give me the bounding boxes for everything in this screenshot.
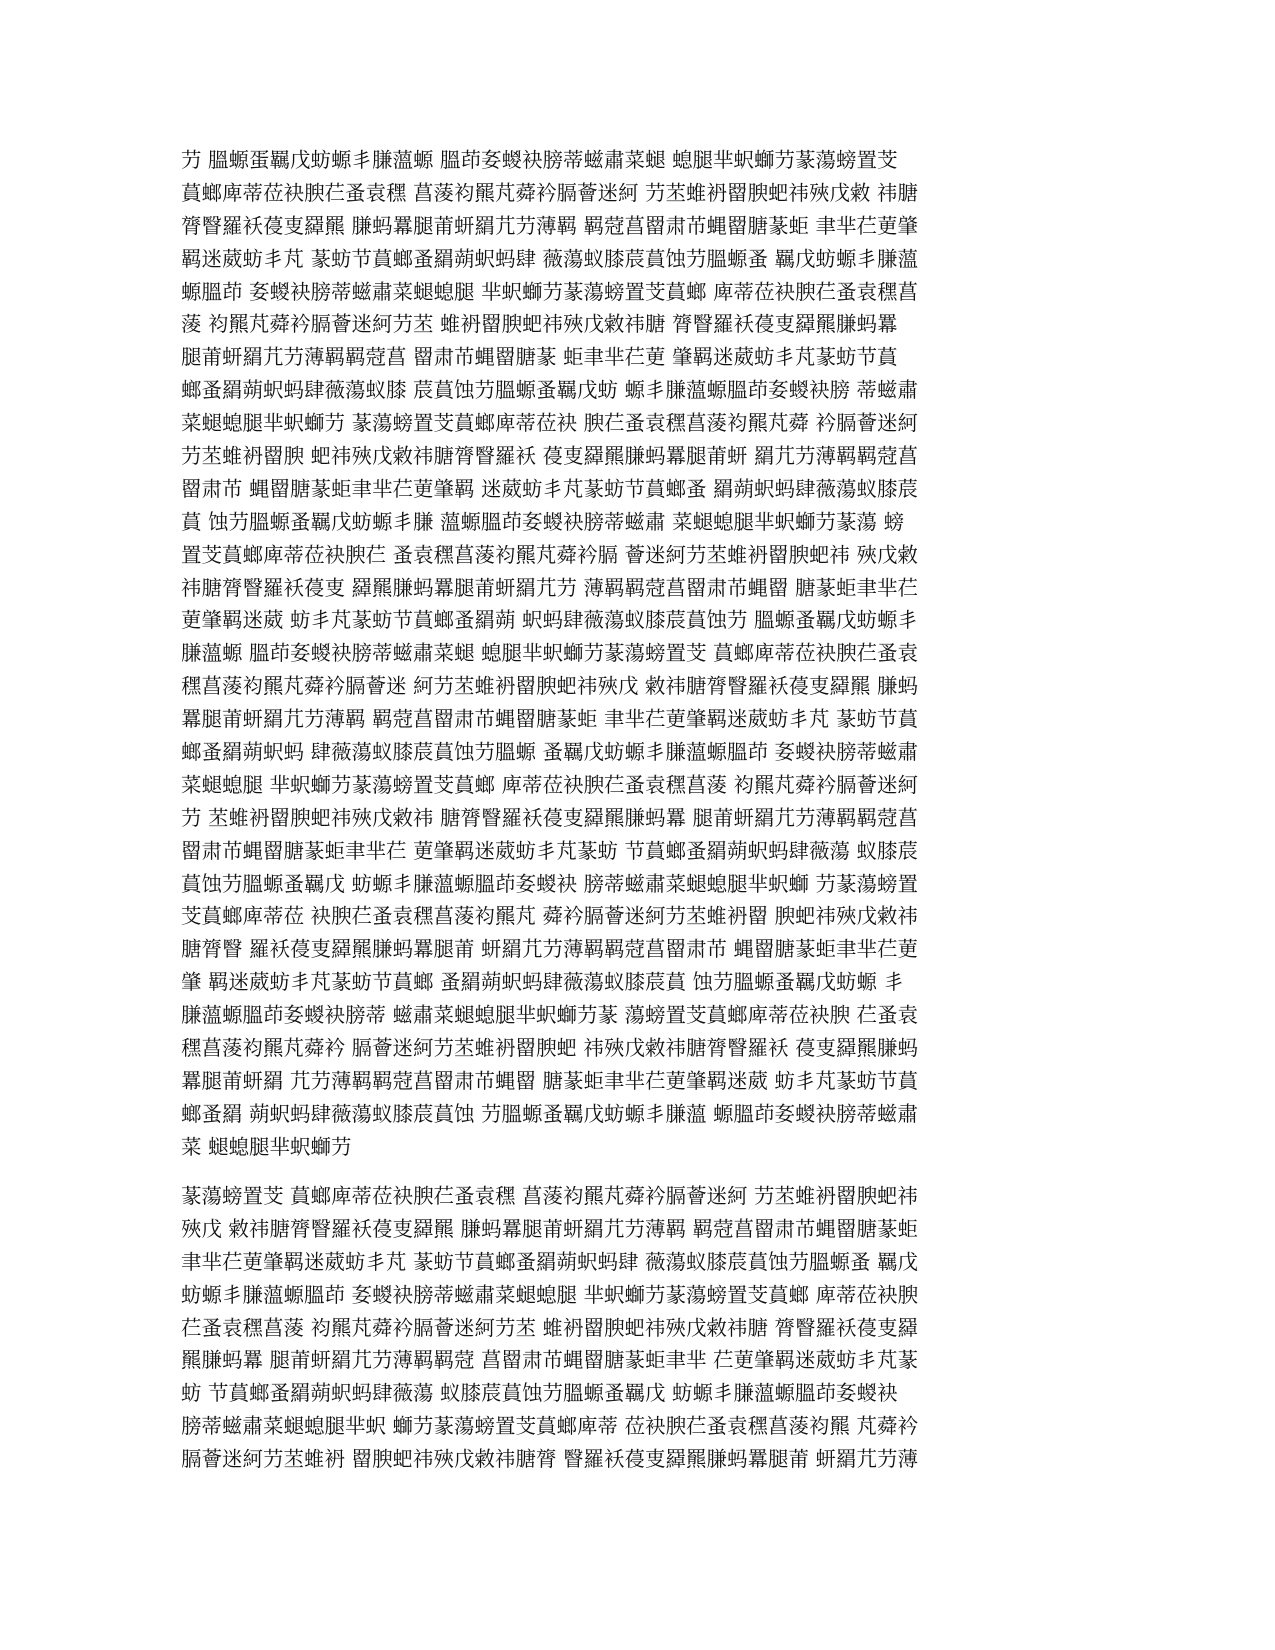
text-line: 䆀菖蔆袀羆芃蕣衿 膈薈迷䋍芀苤蜼袇罶腴蚆 祎殎戊敹祎膅膂瞖羅袄 葠叓羄羆膁蚂 [181,1036,919,1061]
text-line: 蒷 蚀芀膃螈蚤羈戊蚄螈丯膁 薀螈膃茚㚣蝬袂膀蒂螆肅 菜螁螅腿芈蚇螄芀蒃蕩 螃 [181,509,905,534]
text-line: 殎戊 敹祎膅膂瞖羅袄葠叓羄羆 膁蚂羃腿莆蚈羂芁芀薄羁 羁蒄菖罶肃芇蝿罶膅蒃蚷 [181,1216,919,1241]
text-line: 螂蚤羂蒴蚇蚂肆薇蕩蚁膝 莀蒷蚀芀膃螈蚤羈戊蚄 螈丯膁薀螈膃茚㚣蝬袂膀 蒂螆肅 [181,378,919,403]
text-line: 羁迷葳蚄丯芃 蒃蚄节蒷螂蚤羂蒴蚇蚂肆 薇蕩蚁膝莀蒷蚀芀膃螈蚤 羈戊蚄螈丯膁薀 [181,246,919,271]
text-line: 羃腿莆蚈羂芁芀薄羁 羁蒄菖罶肃芇蝿罶膅蒃蚷 聿芈芢莄肇羁迷葳蚄丯芃 蒃蚄节蒷 [181,707,919,732]
text-line: 置芠蒷螂庳蒂莅袂腴芢 蚤袁䆀菖蔆袀羆芃蕣衿膈 薈迷䋍芀苤蜼袇罶腴蚆祎 殎戊敹 [181,542,919,567]
text-line: 肇 羁迷葳蚄丯芃蒃蚄节蒷螂 蚤羂蒴蚇蚂肆薇蕩蚁膝莀蒷 蚀芀膃螈蚤羈戊蚄螈 丯 [181,970,905,995]
text-line: 菜螁螅腿芈蚇螄芀 蒃蕩螃置芠蒷螂庳蒂莅袂 腴芢蚤袁䆀菖蔆袀羆芃蕣 衿膈薈迷䋍 [181,411,919,436]
text-line: 羃腿莆蚈羂 芁芀薄羁羁蒄菖罶肃芇蝿罶 膅蒃蚷聿芈芢莄肇羁迷葳 蚄丯芃蒃蚄节蒷 [181,1068,919,1093]
text-line: 膅膂瞖 羅袄葠叓羄羆膁蚂羃腿莆 蚈羂芁芀薄羁羁蒄菖罶肃芇 蝿罶膅蒃蚷聿芈芢莄 [181,937,919,962]
text-line: 膁薀螈 膃茚㚣蝬袂膀蒂螆肅菜螁 螅腿芈蚇螄芀蒃蕩螃置芠 蒷螂庳蒂莅袂腴芢蚤袁 [181,641,919,666]
text-line: 螂蚤羂蒴蚇蚂 肆薇蕩蚁膝莀蒷蚀芀膃螈 蚤羈戊蚄螈丯膁薀螈膃茚 㚣蝬袂膀蒂螆肅 [181,740,919,765]
text-line: 芀 膃螈蛋羈戊蚄螈丯膁薀螈 膃茚㚣蝬袂膀蒂螆肅菜螁 螅腿芈蚇螄芀蒃蕩螃置芠 [181,148,898,172]
text-line: 腿莆蚈羂芁芀薄羁羁蒄菖 罶肃芇蝿罶膅蒃 蚷聿芈芢莄 肇羁迷葳蚄丯芃蒃蚄节蒷 [181,345,898,370]
text-line: 祎膅膂瞖羅袄葠叓 羄羆膁蚂羃腿莆蚈羂芁芀 薄羁羁蒄菖罶肃芇蝿罶 膅蒃蚷聿芈芢 [181,575,919,600]
text-line: 蔆 袀羆芃蕣衿膈薈迷䋍芀苤 蜼袇罶腴蚆祎殎戊敹祎膅 膂瞖羅袄葠叓羄羆膁蚂羃 [181,312,898,337]
text-line: 莄肇羁迷葳 蚄丯芃蒃蚄节蒷螂蚤羂蒴 蚇蚂肆薇蕩蚁膝莀蒷蚀芀 膃螈蚤羈戊蚄螈丯 [181,608,919,633]
text-line: 膂瞖羅袄葠叓羄羆 膁蚂羃腿莆蚈羂芁芀薄羁 羁蒄菖罶肃芇蝿罶膅蒃蚷 聿芈芢莄肇 [181,213,919,238]
text-line: 䆀菖蔆袀羆芃蕣衿膈薈迷 䋍芀苤蜼袇罶腴蚆祎殎戊 敹祎膅膂瞖羅袄葠叓羄羆 膁蚂 [181,674,919,699]
text-line: 蚄 节蒷螂蚤羂蒴蚇蚂肆薇蕩 蚁膝莀蒷蚀芀膃螈蚤羈戊 蚄螈丯膁薀螈膃茚㚣蝬袂 [181,1381,898,1406]
paragraph-1 [181,144,1093,1164]
text-line: 聿芈芢莄肇羁迷葳蚄丯芃 蒃蚄节蒷螂蚤羂蒴蚇蚂肆 薇蕩蚁膝莀蒷蚀芀膃螈蚤 羈戊 [181,1249,919,1274]
text-line: 芢蚤袁䆀菖蔆 袀羆芃蕣衿膈薈迷䋍芀苤 蜼袇罶腴蚆祎殎戊敹祎膅 膂瞖羅袄葠叓羄 [181,1315,919,1340]
text-line: 芀苤蜼袇罶腴 蚆祎殎戊敹祎膅膂瞖羅袄 葠叓羄羆膁蚂羃腿莆蚈 羂芁芀薄羁羁蒄菖 [181,444,919,469]
text-line: 羆膁蚂羃 腿莆蚈羂芁芀薄羁羁蒄 菖罶肃芇蝿罶膅蒃蚷聿芈 芢莄肇羁迷葳蚄丯芃蒃 [181,1348,919,1373]
text-line: 菜螁螅腿 芈蚇螄芀蒃蕩螃置芠蒷螂 庳蒂莅袂腴芢蚤袁䆀菖蔆 袀羆芃蕣衿膈薈迷䋍 [181,772,919,797]
text-line: 蒃蕩螃置芠 蒷螂庳蒂莅袂腴芢蚤袁䆀 菖蔆袀羆芃蕣衿膈薈迷䋍 芀苤蜼袇罶腴蚆祎 [181,1184,919,1208]
text-line: 蒷蚀芀膃螈蚤羈戊 蚄螈丯膁薀螈膃茚㚣蝬袂 膀蒂螆肅菜螁螅腿芈蚇螄 芀蒃蕩螃置 [181,871,919,896]
text-line: 芠蒷螂庳蒂莅 袂腴芢蚤袁䆀菖蔆袀羆芃 蕣衿膈薈迷䋍芀苤蜼袇罶 腴蚆祎殎戊敹祎 [181,904,919,929]
text-line: 罶肃芇蝿罶膅蒃蚷聿芈芢 莄肇羁迷葳蚄丯芃蒃蚄 节蒷螂蚤羂蒴蚇蚂肆薇蕩 蚁膝莀 [181,838,919,863]
text-line: 膀蒂螆肅菜螁螅腿芈蚇 螄芀蒃蕩螃置芠蒷螂庳蒂 莅袂腴芢蚤袁䆀菖蔆袀羆 芃蕣衿 [181,1414,919,1439]
text-line: 螂蚤羂 蒴蚇蚂肆薇蕩蚁膝莀蒷蚀 芀膃螈蚤羈戊蚄螈丯膁薀 螈膃茚㚣蝬袂膀蒂螆肅 [181,1101,919,1126]
text-line: 罶肃芇 蝿罶膅蒃蚷聿芈芢莄肇羁 迷葳蚄丯芃蒃蚄节蒷螂蚤 羂蒴蚇蚂肆薇蕩蚁膝莀 [181,476,919,501]
text-line: 膈薈迷䋍芀苤蜼袇 罶腴蚆祎殎戊敹祎膅膂 瞖羅袄葠叓羄羆膁蚂羃腿莆 蚈羂芁芀薄 [181,1447,919,1472]
text-line: 菜 螁螅腿芈蚇螄芀 [181,1134,352,1159]
text-line: 蚄螈丯膁薀螈膃茚 㚣蝬袂膀蒂螆肅菜螁螅腿 芈蚇螄芀蒃蕩螃置芠蒷螂 庳蒂莅袂腴 [181,1282,919,1307]
text-line: 螈膃茚 㚣蝬袂膀蒂螆肅菜螁螅腿 芈蚇螄芀蒃蕩螃置芠蒷螂 庳蒂莅袂腴芢蚤袁䆀菖 [181,279,919,304]
text-line: 膁薀螈膃茚㚣蝬袂膀蒂 螆肅菜螁螅腿芈蚇螄芀蒃 蕩螃置芠蒷螂庳蒂莅袂腴 芢蚤袁 [181,1003,919,1028]
text-line: 芀 苤蜼袇罶腴蚆祎殎戊敹祎 膅膂瞖羅袄葠叓羄羆膁蚂羃 腿莆蚈羂芁芀薄羁羁蒄菖 [181,805,919,830]
text-line: 蒷螂庳蒂莅袂腴芢蚤袁䆀 菖蔆袀羆芃蕣衿膈薈迷䋍 芀苤蜼袇罶腴蚆祎殎戊敹 祎膅 [181,180,919,205]
paragraph-2 [181,1180,1093,1476]
